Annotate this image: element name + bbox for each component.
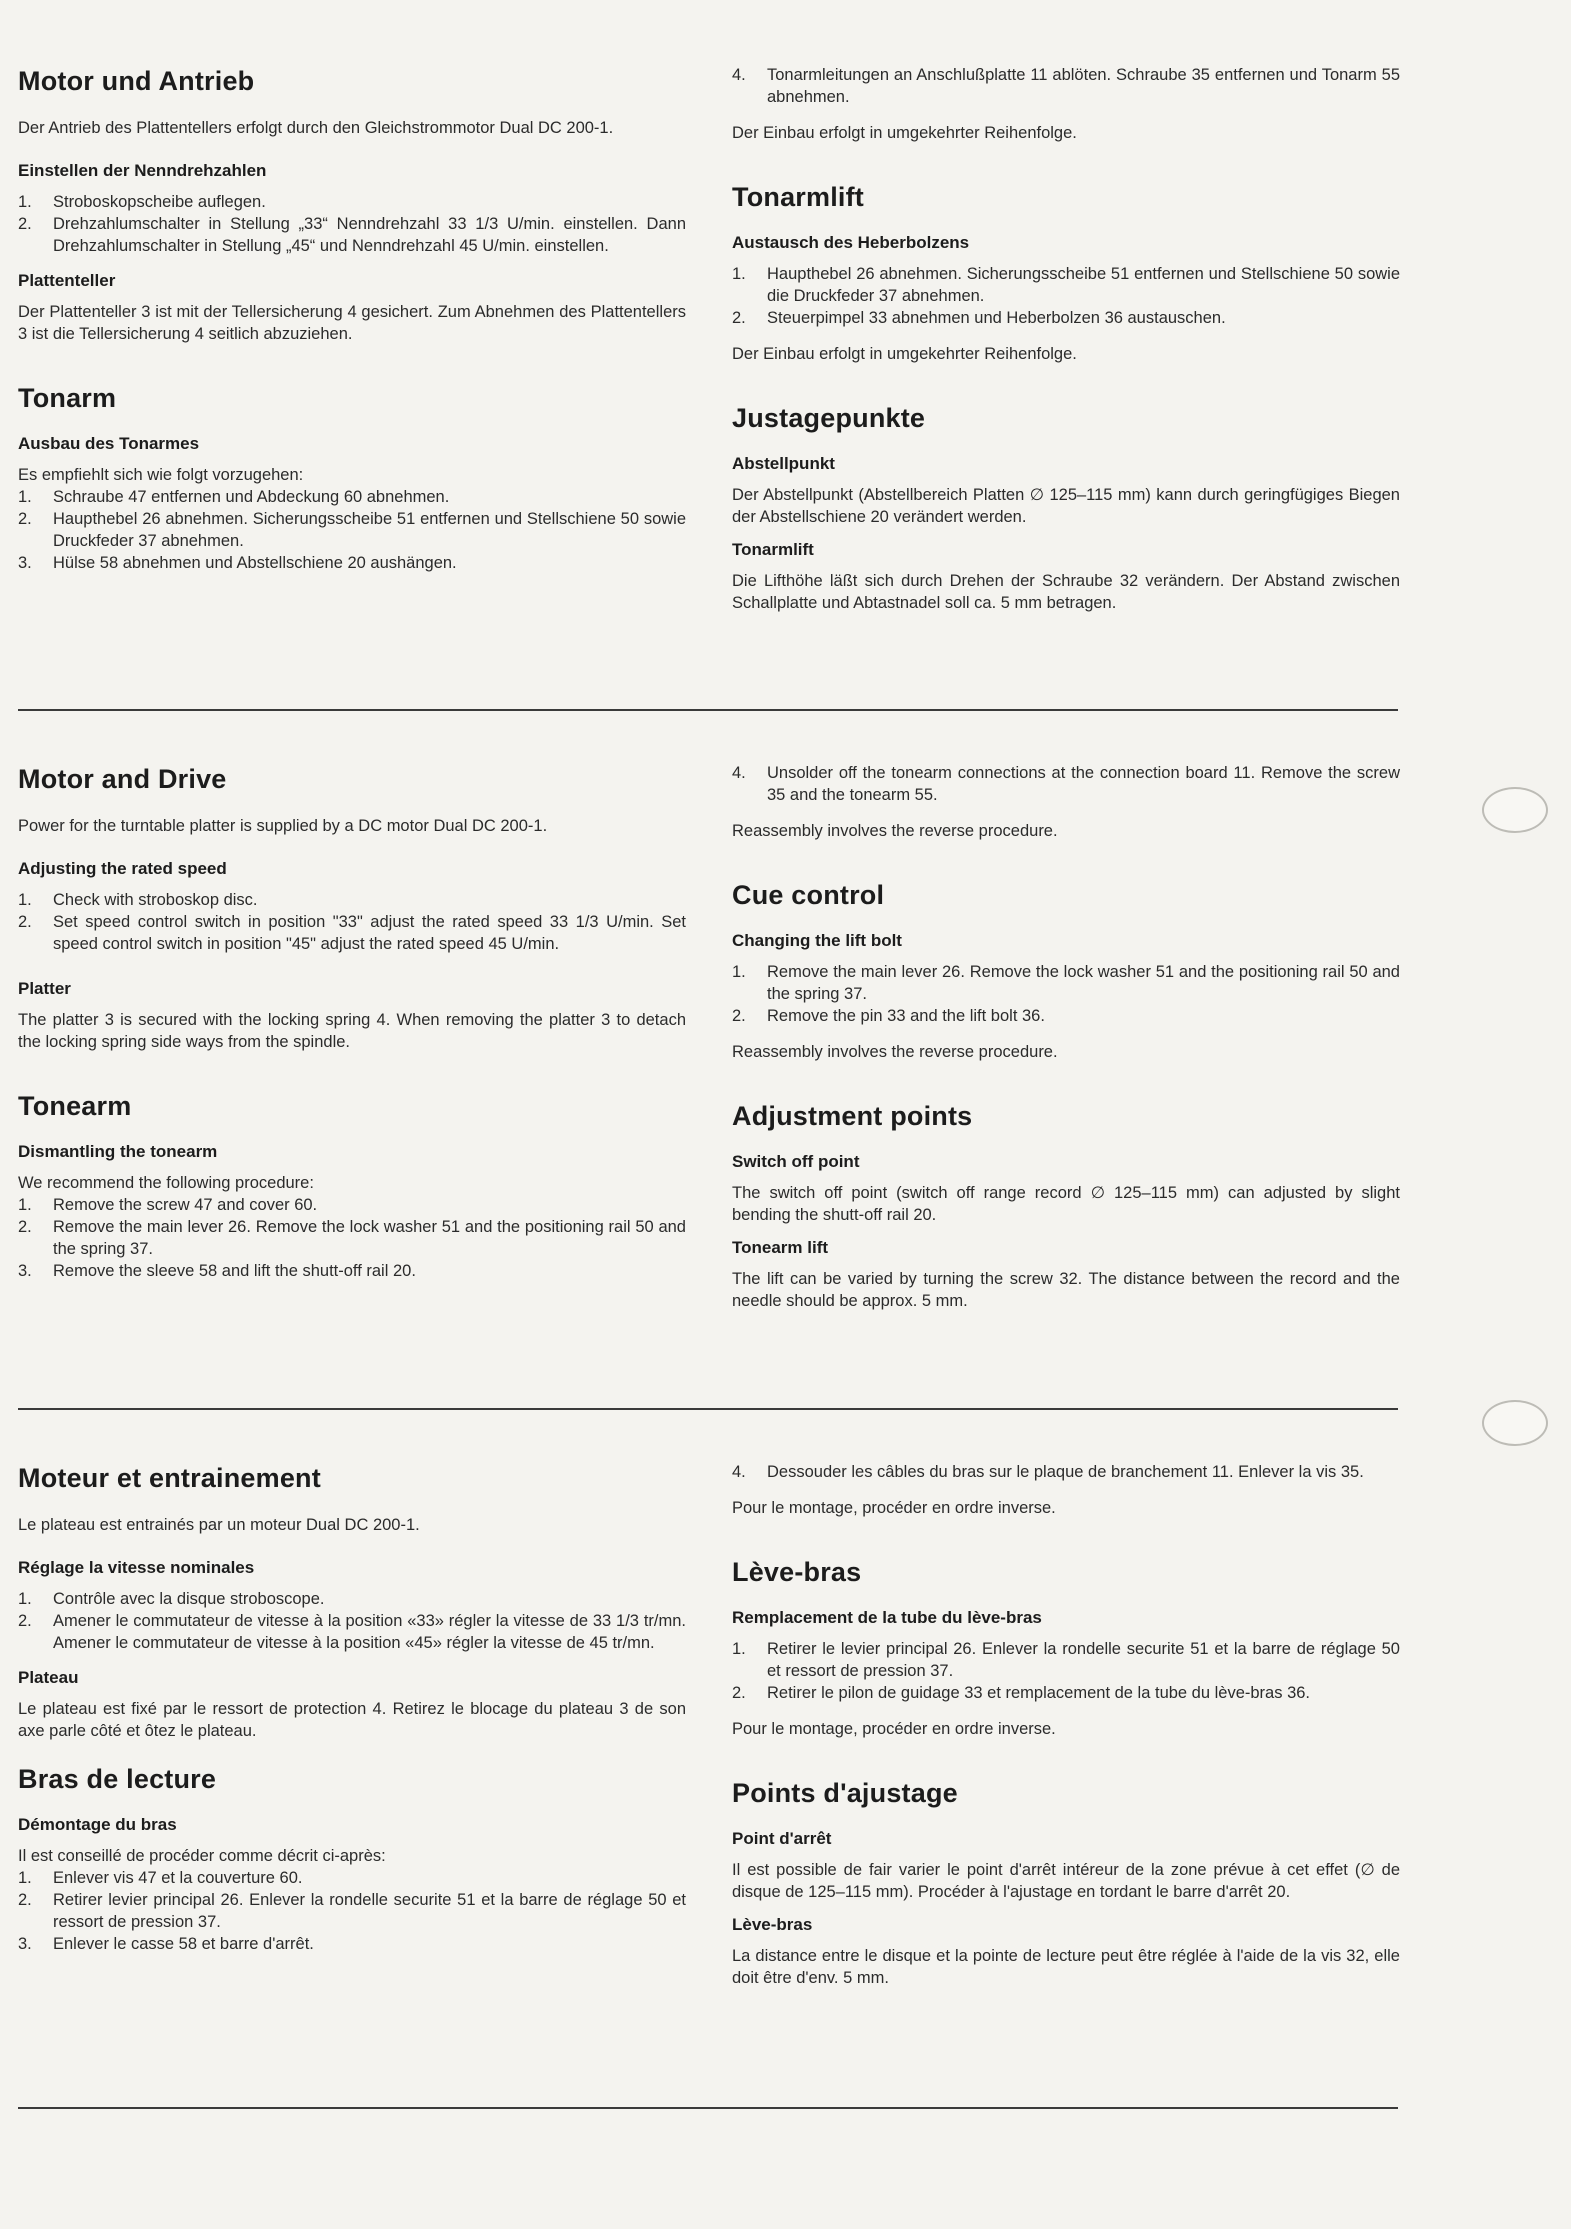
de-speed-list [18,191,686,257]
en-speed-list [18,889,686,955]
german-right-column [732,66,1400,626]
de-tonearm-list-cont [732,64,1400,108]
fr-adj-text1: Il est possible de fair varier le point d'arrêt intéreur de la zone prévue à cet effet (∅ de disque de 125–115 mm). Procéder à l'ajustage en tordant le barre d'arrêt 20. [732,1861,1400,1901]
de-reassembly: Der Einbau erfolgt in umgekehrter Reihenfolge. [732,124,1077,142]
punch-hole [1482,787,1548,833]
fr-reassembly: Pour le montage, procéder en ordre inverse. [732,1499,1056,1517]
en-speed-title: Adjusting the rated speed [18,859,227,878]
de-lift-reassembly: Der Einbau erfolgt in umgekehrter Reihenfolge. [732,345,1077,363]
en-adj-title: Adjustment points [732,1101,973,1131]
list-item: 1. Check with stroboskop disc. [18,891,258,909]
list-item: 1. Schraube 47 entfernen und Abdeckung 60 abnehmen. [18,488,450,506]
list-item: 1. Remove the main lever 26. Remove the lock washer 51 and the positioning rail 50 and the spring 37. [732,963,1400,1003]
fr-lift-reassembly: Pour le montage, procéder en ordre inverse. [732,1720,1056,1738]
list-item: 1. Enlever vis 47 et la couverture 60. [18,1869,303,1887]
de-lift-sub: Austausch des Heberbolzens [732,233,970,252]
list-item: 1. Remove the screw 47 and cover 60. [18,1196,318,1214]
list-item: 3. Enlever le casse 58 et barre d'arrêt. [18,1935,314,1953]
list-item: 3. Remove the sleeve 58 and lift the shutt-off rail 20. [18,1262,416,1280]
section-english [18,764,1400,1324]
list-item: 4. Dessouder les câbles du bras sur le plaque de branchement 11. Enlever la vis 35. [732,1463,1364,1481]
fr-motor-text: Le plateau est entrainés par un moteur Dual DC 200-1. [18,1516,420,1534]
fr-tonearm-list-cont [732,1461,1400,1483]
fr-speed-title: Réglage la vitesse nominales [18,1558,255,1577]
fr-adj-title: Points d'ajustage [732,1778,958,1808]
en-lift-title: Cue control [732,880,885,910]
en-tonearm-list [18,1194,686,1282]
list-item: 3. Hülse 58 abnehmen und Abstellschiene 20 aushängen. [18,554,457,572]
en-adj-sub2: Tonearm lift [732,1238,829,1257]
list-item: 2. Set speed control switch in position "33" adjust the rated speed 33 1/3 U/min. Set speed control switch in position "45" adjust the rated speed 45 U/min. [18,913,686,953]
de-platter-text: Der Plattenteller 3 ist mit der Tellersicherung 4 gesichert. Zum Abnehmen des Plattentellers 3 ist die Tellersicherung 4 seitlich abzuziehen. [18,303,686,343]
de-tonearm-sub: Ausbau des Tonarmes [18,434,200,453]
english-left-column [18,764,686,1324]
en-lift-reassembly: Reassembly involves the reverse procedure. [732,1043,1058,1061]
list-item: 1. Stroboskopscheibe auflegen. [18,193,266,211]
fr-tonearm-title: Bras de lecture [18,1764,217,1794]
divider [18,1408,1398,1410]
punch-hole [1482,1400,1548,1446]
section-german [18,66,1400,626]
fr-adj-sub1: Point d'arrêt [732,1829,832,1848]
de-adj-text2: Die Lifthöhe läßt sich durch Drehen der Schraube 32 verändern. Der Abstand zwischen Schallplatte und Abtastnadel soll ca. 5 mm betragen. [732,572,1400,612]
de-lift-list [732,263,1400,329]
fr-tonearm-sub: Démontage du bras [18,1815,177,1834]
en-adj-text1: The switch off point (switch off range record ∅ 125–115 mm) can adjusted by slight bending the shutt-off rail 20. [732,1184,1400,1224]
fr-adj-text2: La distance entre le disque et la pointe de lecture peut être réglée à l'aide de la vis 32, elle doit être d'env. 5 mm. [732,1947,1400,1987]
french-right-column [732,1463,1400,2001]
de-speed-title: Einstellen der Nenndrehzahlen [18,161,267,180]
de-platter-title: Plattenteller [18,271,116,290]
en-tonearm-title: Tonearm [18,1091,132,1121]
en-platter-title: Platter [18,979,71,998]
list-item: 1. Haupthebel 26 abnehmen. Sicherungsscheibe 51 entfernen und Stellschiene 50 sowie die Druckfeder 37 abnehmen. [732,265,1400,305]
de-motor-text: Der Antrieb des Plattentellers erfolgt durch den Gleichstrommotor Dual DC 200-1. [18,119,614,137]
list-item: 2. Retirer le pilon de guidage 33 et remplacement de la tube du lève-bras 36. [732,1684,1311,1702]
fr-tonearm-list [18,1867,686,1955]
list-item: 2. Drehzahlumschalter in Stellung „33“ Nenndrehzahl 33 1/3 U/min. einstellen. Dann Drehzahlumschalter in Stellung „45“ und Nenndrehzahl 45 U/min. einstellen. [18,215,686,255]
fr-speed-list [18,1588,686,1654]
list-item: 2. Retirer levier principal 26. Enlever la rondelle securite 51 et la barre de réglage 50 et ressort de pression 37. [18,1891,686,1931]
list-item: 1. Retirer le levier principal 26. Enlever la rondelle securite 51 et la barre de réglage 50 et ressort de pression 37. [732,1640,1400,1680]
divider [18,2107,1398,2109]
en-motor-title: Motor and Drive [18,764,227,794]
fr-motor-title: Moteur et entrainement [18,1463,321,1493]
list-item: 2. Amener le commutateur de vitesse à la position «33» régler la vitesse de 33 1/3 tr/mn. Amener le commutateur de vitesse à la position «45» régler la vitesse de 45 tr/mn. [18,1612,686,1652]
fr-adj-sub2: Lève-bras [732,1915,813,1934]
english-right-column [732,764,1400,1324]
en-tonearm-intro: We recommend the following procedure: [18,1174,314,1192]
list-item: 4. Tonarmleitungen an Anschlußplatte 11 ablöten. Schraube 35 entfernen und Tonarm 55 abnehmen. [732,66,1400,106]
en-adj-text2: The lift can be varied by turning the screw 32. The distance between the record and the needle should be approx. 5 mm. [732,1270,1400,1310]
en-motor-text: Power for the turntable platter is supplied by a DC motor Dual DC 200-1. [18,817,548,835]
fr-tonearm-intro: Il est conseillé de procéder comme décrit ci-après: [18,1847,386,1865]
de-lift-title: Tonarmlift [732,182,864,212]
list-item: 2. Haupthebel 26 abnehmen. Sicherungsscheibe 51 entfernen und Stellschiene 50 sowie Druckfeder 37 abnehmen. [18,510,686,550]
list-item: 2. Remove the main lever 26. Remove the lock washer 51 and the positioning rail 50 and the spring 37. [18,1218,686,1258]
list-item: 1. Contrôle avec la disque stroboscope. [18,1590,325,1608]
list-item: 2. Steuerpimpel 33 abnehmen und Heberbolzen 36 austauschen. [732,309,1226,327]
en-tonearm-list-cont [732,762,1400,806]
section-french [18,1463,1400,2001]
en-lift-sub: Changing the lift bolt [732,931,902,950]
de-tonearm-title: Tonarm [18,383,117,413]
divider [18,709,1398,711]
de-adj-sub2: Tonarmlift [732,540,814,559]
list-item: 2. Remove the pin 33 and the lift bolt 36. [732,1007,1045,1025]
en-lift-list [732,961,1400,1027]
en-tonearm-sub: Dismantling the tonearm [18,1142,218,1161]
fr-lift-sub: Remplacement de la tube du lève-bras [732,1608,1042,1627]
de-adj-text1: Der Abstellpunkt (Abstellbereich Platten ∅ 125–115 mm) kann durch geringfügiges Biegen der Abstellschiene 20 verändert werden. [732,486,1400,526]
de-adj-sub1: Abstellpunkt [732,454,835,473]
de-adj-title: Justagepunkte [732,403,926,433]
german-left-column [18,66,686,626]
list-item: 4. Unsolder off the tonearm connections at the connection board 11. Remove the screw 35 and the tonearm 55. [732,764,1400,804]
en-adj-sub1: Switch off point [732,1152,860,1171]
fr-platter-text: Le plateau est fixé par le ressort de protection 4. Retirez le blocage du plateau 3 de son axe parle côté et ôtez le plateau. [18,1700,686,1740]
de-tonearm-intro: Es empfiehlt sich wie folgt vorzugehen: [18,466,304,484]
en-platter-text: The platter 3 is secured with the locking spring 4. When removing the platter 3 to detach the locking spring side ways from the spindle. [18,1011,686,1051]
french-left-column [18,1463,686,2001]
de-motor-title: Motor und Antrieb [18,66,255,96]
fr-lift-list [732,1638,1400,1704]
de-tonearm-list [18,486,686,574]
fr-lift-title: Lève-bras [732,1557,862,1587]
en-reassembly: Reassembly involves the reverse procedure. [732,822,1058,840]
fr-platter-title: Plateau [18,1668,79,1687]
